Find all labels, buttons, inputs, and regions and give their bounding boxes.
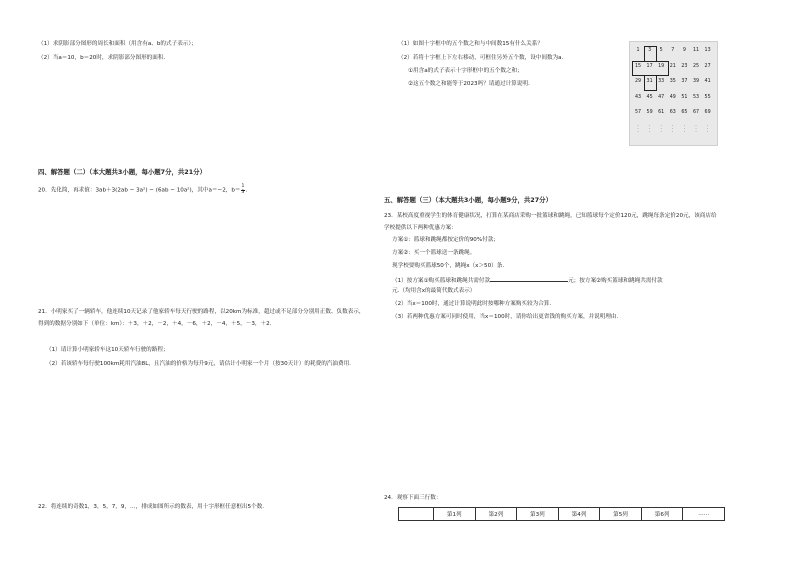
continuation-dots: · · · (660, 122, 662, 134)
q23-plan2: 方案②：买一个篮球送一条跳绳。 (392, 250, 476, 256)
table-row (399, 508, 725, 521)
continuation-dots: · · · (695, 122, 697, 134)
table-cell: 第1列 (434, 508, 476, 521)
grid-number: 47 (658, 94, 665, 100)
table-cell (399, 508, 434, 521)
q23-part2: （2）当x＝100时，通过计算说明此时按哪种方案购买较为合算. (392, 301, 552, 307)
table-cell: 第6列 (641, 508, 683, 521)
grid-number: 55 (704, 94, 711, 100)
table-cell: 第4列 (558, 508, 600, 521)
grid-number: 23 (681, 63, 688, 69)
grid-number: 51 (681, 94, 688, 100)
continuation-dots: · · · (672, 122, 674, 134)
q23-part1 (392, 275, 663, 285)
q23-plan1: 方案①：篮球和跳绳都按定价的90%付款； (392, 237, 499, 243)
q21-text: 21．小明家买了一辆轿车，他连续10天记录了他家轿车每天行驶的路程，以20km为标准，超过或不足部分分别用正数、负数表示，得到的数据分别如下（单位：km）：＋3，＋2，－2，＋4，－6，＋2，－4，＋5，－3，＋2. (38, 309, 365, 327)
column-header-table (398, 507, 725, 521)
q20-frac-den: 3 (241, 189, 245, 195)
grid-number: 7 (671, 48, 675, 53)
q21-part1: （1）请计算小明家轿车这10天轿车行驶的路程； (46, 347, 169, 353)
q22-text: 22．将连续的奇数1，3，5，7，9，…，排成如图所示的数表，用十字形框任意框出5个数. (38, 504, 265, 510)
grid-number: 61 (658, 110, 665, 115)
cross-frame (632, 61, 669, 77)
q20-text-b: . (245, 187, 248, 194)
q22-sub2: ②这五个数之和能等于2023吗？请通过计算说明. (408, 81, 530, 87)
grid-number: 67 (692, 110, 700, 115)
q23-part1-a: （1）按方案①购买篮球和跳绳共需付款 (392, 278, 491, 284)
grid-number: 29 (634, 79, 642, 84)
q23-part1-b: 元；按方案②购买篮球和跳绳共需付款 (568, 278, 663, 284)
continuation-dots: · · · (648, 122, 651, 134)
q1-part1: （1）求阴影部分图形的周长和面积（用含有a、b的式子表示）； (38, 41, 197, 47)
grid-number: 41 (704, 79, 711, 84)
grid-number: 15 (634, 63, 642, 69)
grid-number: 5 (659, 48, 663, 53)
q20-frac-num: 1 (241, 184, 245, 189)
grid-number: 49 (669, 94, 676, 100)
q22-part1: （1）如图十字框中的五个数之和与中间数15有什么关系？ (398, 41, 543, 47)
q21-part2: （2）若该轿车每行驶100km耗用汽油8L，且汽油的价格为每升9元，请估计小明家一个月（按30天计）的耗费的汽油费用. (46, 361, 351, 367)
q20-text-a: 20．先化简，再求值：3ab＋3(2ab − 3a²) − (6ab − 10a²)，其中a＝−2，b＝ (38, 187, 241, 194)
q1-part2: （2）当a＝10，b＝20时，求阴影部分图形的面积. (38, 55, 166, 61)
section5-title: 五、解答题（三）（本大题共3小题，每小题9分，共27分） (384, 196, 552, 204)
continuation-dots: · · · (683, 122, 686, 134)
grid-number: 27 (704, 63, 711, 69)
grid-number: 59 (646, 110, 653, 115)
grid-number: 45 (646, 94, 653, 100)
grid-number: 37 (681, 79, 688, 84)
grid-number: 21 (669, 63, 676, 69)
grid-number: 33 (658, 79, 665, 84)
q23-intro: 23．某校高度重视学生的体育健康状况，打算在某商店采购一批篮球和跳绳，已知篮球每个定价120元，跳绳每条定价20元，该商店给学校提供以下两种优惠方案： (384, 213, 717, 231)
grid-number: 17 (646, 63, 653, 69)
grid-number: 53 (692, 94, 700, 100)
grid-number: 39 (692, 79, 700, 84)
cross-frame (644, 75, 658, 91)
grid-number: 69 (704, 110, 711, 115)
continuation-dots: · · · (637, 122, 639, 134)
grid-number: 63 (669, 110, 676, 115)
q23-need: 现学校要购买篮球50个，跳绳x（x＞50）条. (392, 263, 505, 269)
table-cell: …… (683, 508, 725, 521)
grid-number: 19 (658, 63, 665, 69)
grid-number: 57 (634, 110, 642, 115)
table-cell: 第5列 (600, 508, 642, 521)
q23-part1-c: 元.（均用含x的最简代数式表示） (392, 288, 476, 294)
cross-frame (644, 46, 658, 62)
grid-number: 43 (634, 94, 642, 100)
answer-blank-1[interactable] (490, 275, 568, 282)
q22-sub1: ①用含a的式子表示十字形框中的五个数之和； (408, 68, 523, 74)
continuation-dots: · · · (706, 122, 709, 134)
table-cell: 第3列 (517, 508, 559, 521)
grid-number: 3 (648, 48, 652, 53)
q20-text (38, 185, 247, 195)
grid-number: 25 (692, 63, 700, 69)
grid-number: 35 (669, 79, 676, 84)
q23-part3: （3）若两种优惠方案可同时使用，当x＝100时，请你给出更省钱的购买方案，并说明理由. (392, 314, 619, 320)
odd-number-grid-figure (629, 41, 718, 146)
section4-title: 四、解答题（二）（本大题共3小题，每小题7分，共21分） (38, 168, 206, 176)
q22-part2: （2）若将十字框上下左右移动，可框住另外五个数，设中间数为a. (398, 55, 564, 61)
grid-number: 11 (692, 48, 700, 53)
grid-number: 9 (682, 48, 686, 53)
grid-number: 65 (681, 110, 688, 115)
grid-number: 13 (704, 48, 711, 53)
q24-text: 24．观察下面三行数： (384, 495, 442, 501)
grid-number: 31 (646, 79, 653, 84)
table-cell: 第2列 (475, 508, 517, 521)
grid-number: 1 (636, 48, 640, 53)
